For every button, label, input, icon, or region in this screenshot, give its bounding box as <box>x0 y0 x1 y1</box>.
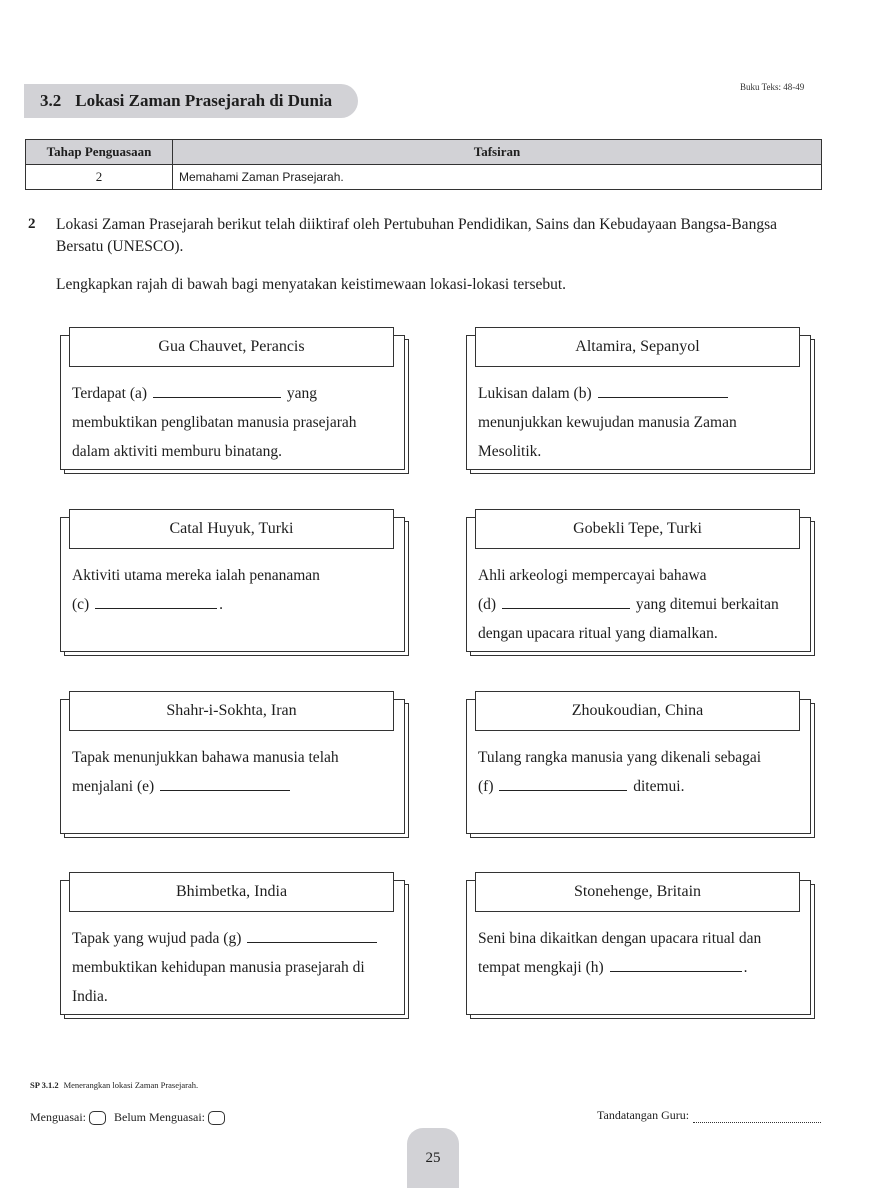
card-title: Stonehenge, Britain <box>475 872 800 912</box>
question-instruction: Lengkapkan rajah di bawah bagi menyatakan keistimewaan lokasi-lokasi tersebut. <box>56 276 567 293</box>
card-body: Lukisan dalam (b) menunjukkan kewujudan manusia Zaman Mesolitik. <box>478 379 801 466</box>
mastery-level-header: Tahap Penguasaan <box>26 140 173 165</box>
answer-blank-h[interactable] <box>610 955 742 972</box>
answer-blank-f[interactable] <box>499 774 627 791</box>
section-header <box>24 84 358 118</box>
mastery-level-value: 2 <box>26 165 173 190</box>
textbook-reference: Buku Teks: 48-49 <box>740 82 805 92</box>
card-title: Gobekli Tepe, Turki <box>475 509 800 549</box>
card-title: Catal Huyuk, Turki <box>69 509 394 549</box>
card-body: Tapak yang wujud pada (g) membuktikan kehidupan manusia prasejarah di India. <box>72 924 395 1011</box>
teacher-signature-label: Tandatangan Guru: <box>597 1108 690 1122</box>
standard-text: Menerangkan lokasi Zaman Prasejarah. <box>63 1080 199 1090</box>
not-mastered-checkbox[interactable] <box>208 1111 225 1125</box>
card-gobekli-tepe <box>466 517 811 652</box>
mastery-checkboxes <box>30 1110 233 1125</box>
interpretation-value: Memahami Zaman Prasejarah. <box>173 165 822 190</box>
answer-blank-a[interactable] <box>153 381 281 398</box>
card-title: Altamira, Sepanyol <box>475 327 800 367</box>
standard-code: SP 3.1.2 <box>30 1080 59 1090</box>
question-text: Lokasi Zaman Prasejarah berikut telah diiktiraf oleh Pertubuhan Pendidikan, Sains dan Kebudayaan Bangsa-Bangsa Bersatu (UNESCO). <box>56 216 777 255</box>
card-body: Seni bina dikaitkan dengan upacara ritual dan tempat mengkaji (h) . <box>478 930 762 976</box>
question-number: 2 <box>28 216 36 232</box>
card-shahr-i-sokhta <box>60 699 405 834</box>
card-catal-huyuk <box>60 517 405 652</box>
card-title: Shahr-i-Sokhta, Iran <box>69 691 394 731</box>
mastered-checkbox[interactable] <box>89 1111 106 1125</box>
card-body: Ahli arkeologi mempercayai bahawa (d) yang ditemui berkaitan dengan upacara ritual yang diamalkan. <box>478 567 779 642</box>
card-body: Aktiviti utama mereka ialah penanaman (c) . <box>72 567 320 613</box>
card-zhoukoudian <box>466 699 811 834</box>
card-body: Tapak menunjukkan bahawa manusia telah menjalani (e) <box>72 749 339 795</box>
teacher-signature-field[interactable] <box>693 1112 821 1123</box>
answer-blank-g[interactable] <box>247 926 377 943</box>
learning-standard <box>30 1080 198 1090</box>
mastered-label: Menguasai: <box>30 1110 86 1124</box>
card-title: Gua Chauvet, Perancis <box>69 327 394 367</box>
card-title: Zhoukoudian, China <box>475 691 800 731</box>
answer-blank-d[interactable] <box>502 592 630 609</box>
answer-blank-b[interactable] <box>598 381 728 398</box>
interpretation-header: Tafsiran <box>173 140 822 165</box>
section-number: 3.2 <box>40 91 62 110</box>
not-mastered-label: Belum Menguasai: <box>114 1110 205 1124</box>
card-stonehenge <box>466 880 811 1015</box>
answer-blank-e[interactable] <box>160 774 290 791</box>
card-body: Terdapat (a) yang membuktikan penglibatan manusia prasejarah dalam aktiviti memburu binatang. <box>72 379 395 466</box>
teacher-signature <box>597 1108 821 1123</box>
section-title: Lokasi Zaman Prasejarah di Dunia <box>75 91 333 110</box>
card-title: Bhimbetka, India <box>69 872 394 912</box>
card-altamira <box>466 335 811 470</box>
mastery-level-table <box>25 139 822 190</box>
card-gua-chauvet <box>60 335 405 470</box>
card-bhimbetka <box>60 880 405 1015</box>
answer-blank-c[interactable] <box>95 592 217 609</box>
card-body: Tulang rangka manusia yang dikenali sebagai (f) ditemui. <box>478 749 762 795</box>
page-number: 25 <box>407 1128 459 1188</box>
